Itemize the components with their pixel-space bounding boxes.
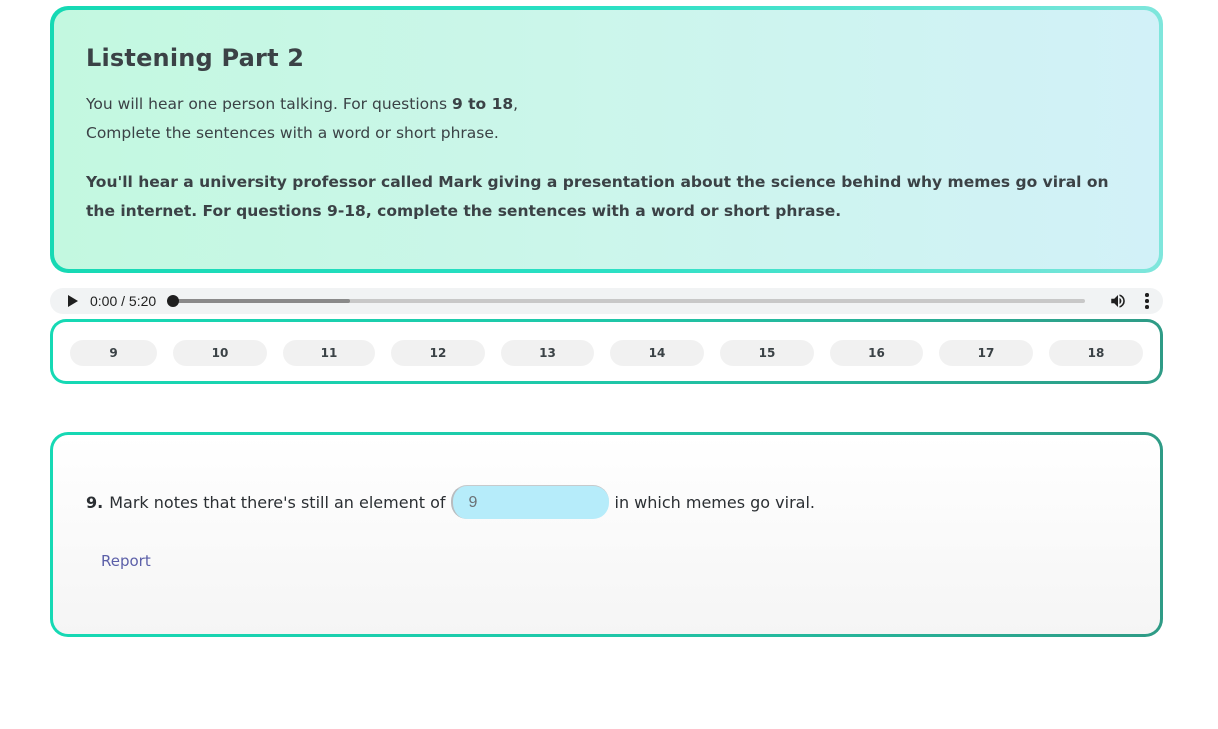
- answer-input[interactable]: [451, 485, 609, 519]
- audio-buffer-bar: [172, 299, 350, 303]
- question-nav-inner: [53, 322, 1160, 381]
- volume-icon[interactable]: [1109, 292, 1127, 310]
- lead-prefix: You will hear one person talking. For questions: [86, 95, 452, 113]
- question-nav-button-14[interactable]: 14: [610, 340, 704, 366]
- instructions-panel: [50, 6, 1163, 273]
- lead-line-2: Complete the sentences with a word or short phrase.: [86, 124, 499, 142]
- question-text-after: in which memes go viral.: [614, 492, 816, 512]
- lead-range: 9 to 18: [451, 95, 514, 113]
- page-title: Listening Part 2: [86, 44, 305, 72]
- question-nav-button-9[interactable]: 9: [70, 340, 157, 366]
- play-icon[interactable]: [68, 295, 78, 307]
- report-link[interactable]: Report: [101, 552, 151, 570]
- audio-time: 0:00 / 5:20: [90, 293, 157, 309]
- question-nav-button-18[interactable]: 18: [1049, 340, 1143, 366]
- question-nav-button-11[interactable]: 11: [283, 340, 375, 366]
- question-panel-inner: [53, 435, 1160, 634]
- instructions-context: You'll hear a university professor called Mark giving a presentation about the science behind why memes go viral on the internet. For questions 9-18, complete the sentences with a word or short phrase.: [86, 173, 1109, 220]
- question-nav-button-10[interactable]: 10: [173, 340, 267, 366]
- question-text-before: Mark notes that there's still an element of: [109, 492, 446, 512]
- audio-seek-bar[interactable]: [172, 299, 1085, 303]
- audio-seek-thumb[interactable]: [167, 295, 179, 307]
- question-nav-button-15[interactable]: 15: [720, 340, 814, 366]
- audio-player: [50, 288, 1163, 314]
- question-sentence: [86, 485, 815, 519]
- question-nav-button-12[interactable]: 12: [391, 340, 485, 366]
- instructions-content: [54, 10, 1159, 269]
- question-nav-button-13[interactable]: 13: [501, 340, 594, 366]
- question-number: 9.: [86, 492, 104, 512]
- question-nav-button-17[interactable]: 17: [939, 340, 1033, 366]
- more-options-icon[interactable]: [1145, 293, 1149, 309]
- instructions-lead: [86, 90, 1127, 148]
- question-panel: [50, 432, 1163, 637]
- question-nav: [50, 319, 1163, 384]
- lead-suffix: ,: [513, 95, 519, 113]
- question-nav-button-16[interactable]: 16: [830, 340, 923, 366]
